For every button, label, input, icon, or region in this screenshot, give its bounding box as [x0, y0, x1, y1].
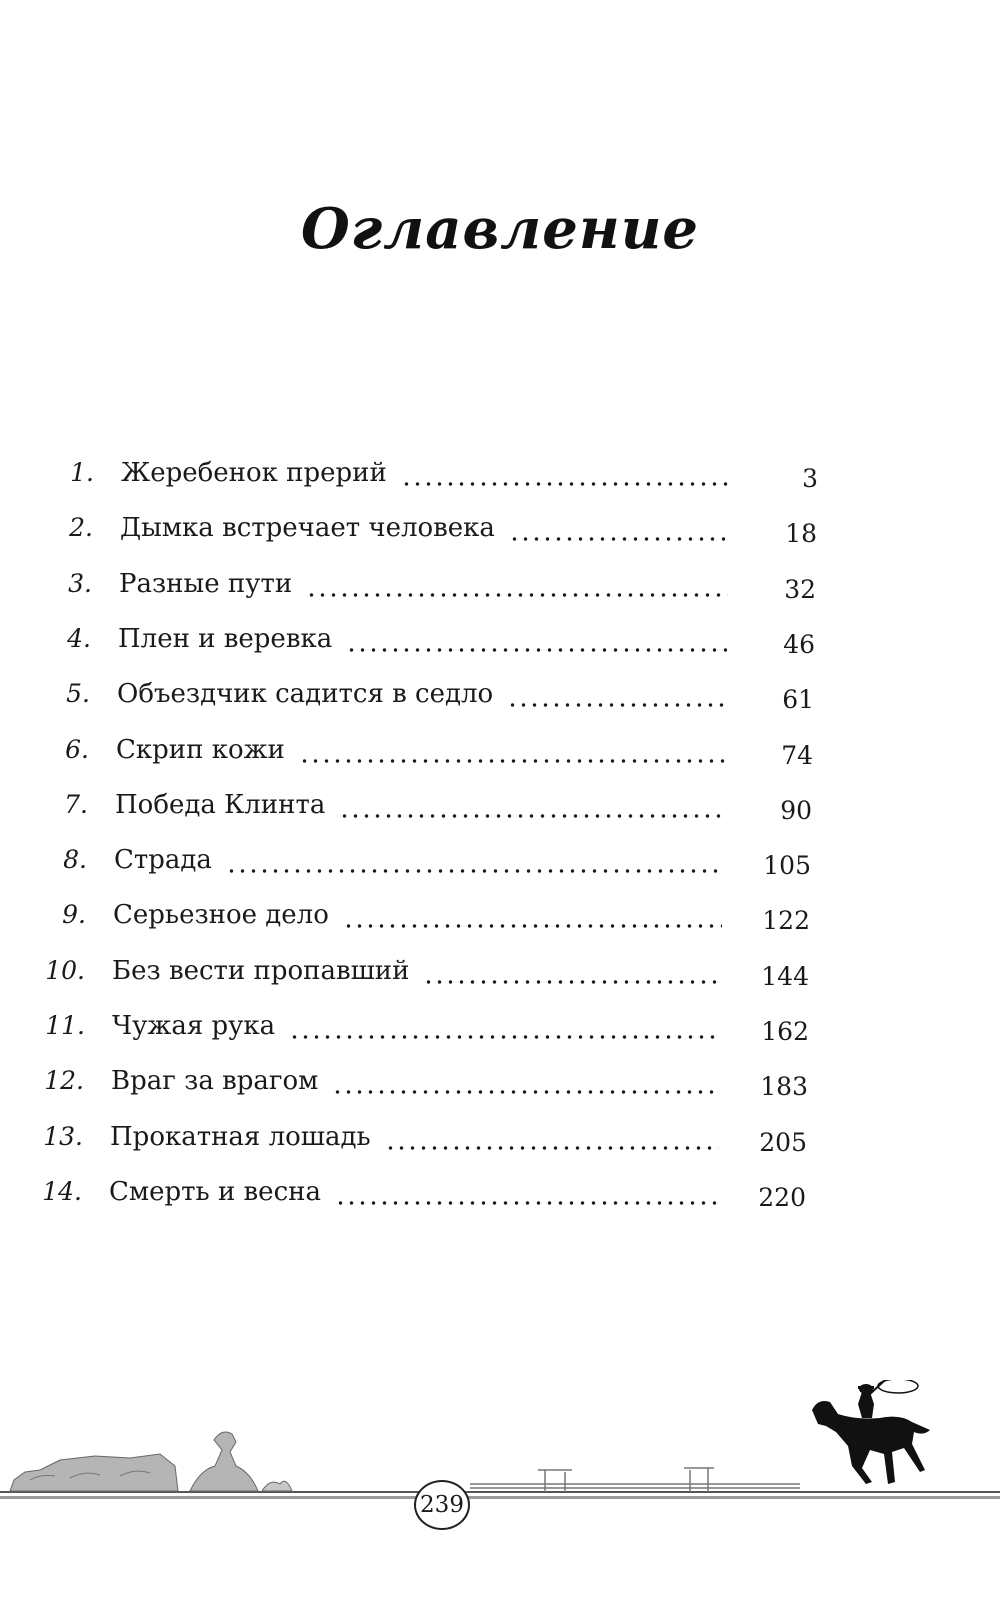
- toc-entry: [0, 679, 1000, 735]
- toc-page-number: 144: [761, 962, 809, 991]
- toc-page-number: 32: [784, 575, 816, 604]
- toc-chapter-title: Плен и веревка: [118, 624, 333, 654]
- toc-chapter-number: 10.: [45, 956, 85, 985]
- toc-chapter-title: Смерть и весна: [109, 1177, 321, 1207]
- toc-leader-dots: [346, 648, 727, 652]
- page-title: Оглавление: [300, 196, 700, 262]
- toc-chapter-number: 13.: [43, 1122, 83, 1151]
- toc-page-number: 122: [762, 906, 810, 935]
- toc-chapter-title: Жеребенок прерий: [121, 458, 387, 488]
- toc-entry: [0, 1066, 1000, 1122]
- toc-page-number: 18: [785, 519, 817, 548]
- toc-chapter-title: Серьезное дело: [113, 900, 329, 930]
- toc-entry: [0, 956, 1000, 1012]
- toc-entry: [0, 845, 1000, 901]
- toc-chapter-number: 5.: [66, 679, 90, 708]
- toc-chapter-number: 12.: [44, 1066, 84, 1095]
- toc-page-number: 205: [759, 1128, 807, 1157]
- toc-leader-dots: [401, 482, 730, 486]
- toc-chapter-title: Объездчик садится в седло: [117, 679, 494, 709]
- toc-page-number: 3: [802, 464, 818, 493]
- toc-chapter-number: 2.: [69, 513, 93, 542]
- toc-chapter-title: Чужая рука: [112, 1011, 276, 1041]
- toc-leader-dots: [332, 1090, 720, 1094]
- toc-chapter-title: Враг за врагом: [111, 1066, 319, 1096]
- toc-leader-dots: [289, 1035, 721, 1039]
- toc-chapter-title: Прокатная лошадь: [110, 1122, 371, 1152]
- toc-entry: [0, 900, 1000, 956]
- rock-formation-illustration: [10, 1432, 292, 1491]
- fence-illustration: [470, 1468, 800, 1492]
- toc-entry: [0, 1177, 1000, 1233]
- toc-leader-dots: [299, 759, 725, 763]
- toc-chapter-number: 7.: [64, 790, 88, 819]
- toc-entry: [0, 735, 1000, 791]
- toc-leader-dots: [385, 1146, 719, 1150]
- toc-page-number: 220: [758, 1183, 806, 1212]
- toc-chapter-number: 1.: [70, 458, 94, 487]
- toc-page-number: 162: [761, 1017, 809, 1046]
- toc-chapter-number: 11.: [45, 1011, 85, 1040]
- toc-chapter-title: Дымка встречает человека: [120, 513, 495, 543]
- toc-entry: [0, 624, 1000, 680]
- toc-leader-dots: [306, 593, 728, 597]
- toc-page-number: 105: [763, 851, 811, 880]
- toc-chapter-number: 3.: [68, 569, 92, 598]
- toc-page-number: 46: [783, 630, 815, 659]
- toc-leader-dots: [335, 1201, 718, 1205]
- cowboy-on-horse-illustration: [812, 1380, 930, 1484]
- toc-page-number: 74: [781, 741, 813, 770]
- ground-line: [0, 1491, 1000, 1499]
- toc-entry: [0, 790, 1000, 846]
- toc-leader-dots: [226, 869, 723, 873]
- toc-chapter-title: Разные пути: [119, 569, 293, 599]
- toc-chapter-number: 4.: [67, 624, 91, 653]
- toc-page-number: 90: [780, 796, 812, 825]
- toc-chapter-title: Страда: [114, 845, 212, 875]
- toc-leader-dots: [509, 537, 729, 541]
- toc-chapter-title: Победа Клинта: [115, 790, 326, 820]
- toc-entry: [0, 569, 1000, 625]
- toc-page-number: 61: [782, 685, 814, 714]
- toc-chapter-title: Без вести пропавший: [112, 956, 410, 986]
- toc-entry: [0, 1122, 1000, 1178]
- toc-chapter-number: 14.: [42, 1177, 82, 1206]
- footer-illustration: [0, 1380, 1000, 1530]
- toc-entry: [0, 458, 1000, 514]
- toc-entry: [0, 1011, 1000, 1067]
- toc-leader-dots: [343, 924, 722, 928]
- page-number: 239: [414, 1480, 470, 1530]
- toc-leader-dots: [423, 980, 721, 984]
- toc-chapter-title: Скрип кожи: [116, 735, 285, 765]
- toc-leader-dots: [507, 703, 726, 707]
- toc-leader-dots: [339, 814, 724, 818]
- toc-chapter-number: 8.: [63, 845, 87, 874]
- toc-chapter-number: 9.: [62, 900, 86, 929]
- toc-page-number: 183: [760, 1072, 808, 1101]
- toc-chapter-number: 6.: [65, 735, 89, 764]
- toc-entry: [0, 513, 1000, 569]
